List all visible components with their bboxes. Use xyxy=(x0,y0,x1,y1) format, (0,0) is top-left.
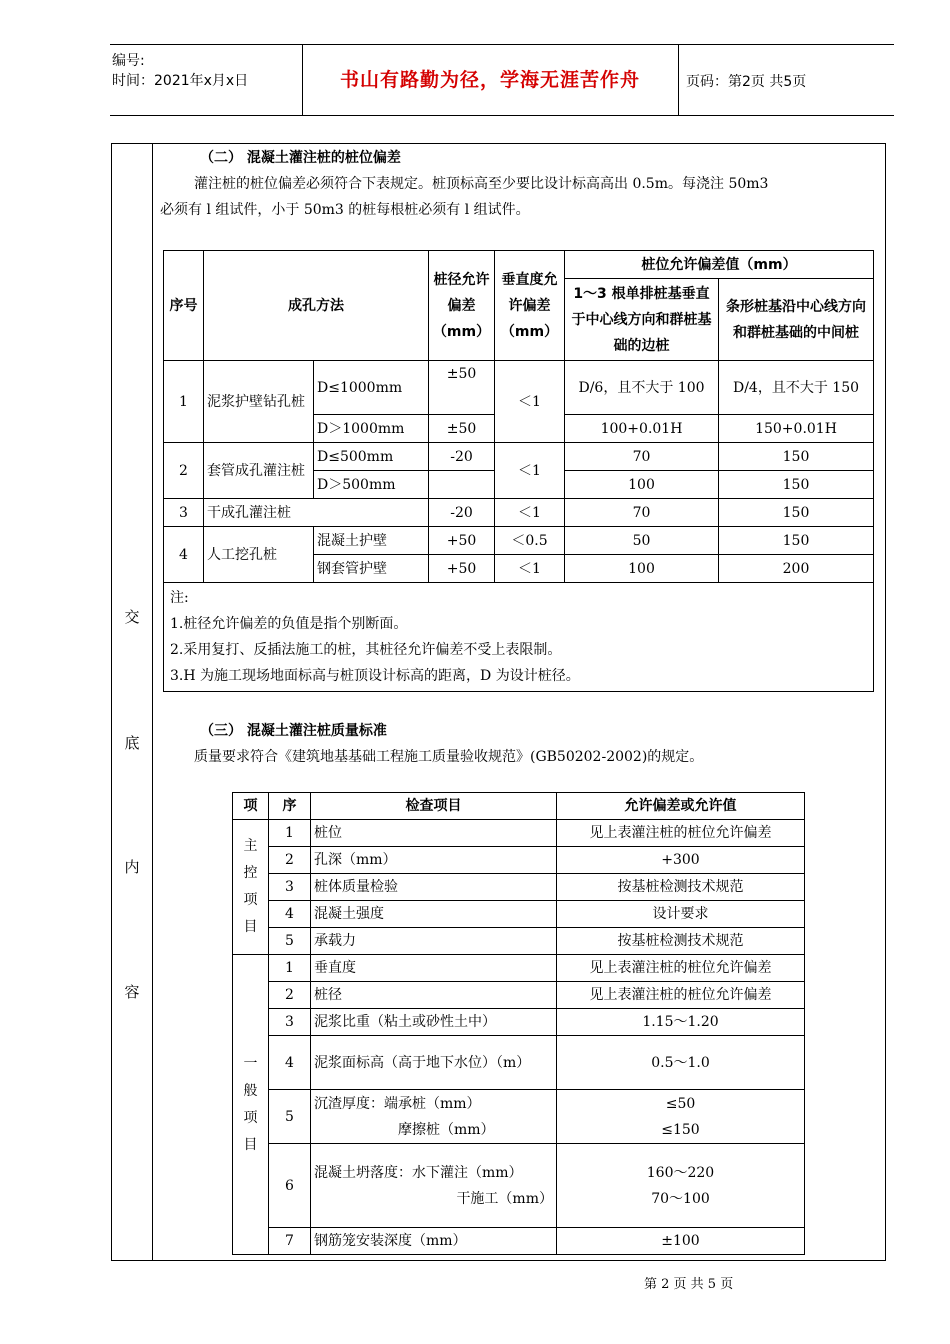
cell-seq: 3 xyxy=(164,499,204,527)
cell-diameter: ±50 xyxy=(429,361,495,415)
cell-allow: 见上表灌注桩的桩位允许偏差 xyxy=(557,820,805,847)
cell-allow: +300 xyxy=(557,847,805,874)
cell-diameter: +50 xyxy=(429,527,495,555)
cell-allow-line: 160～220 xyxy=(646,1164,715,1181)
page-header xyxy=(110,44,894,116)
cell-allow-line: ≤50 xyxy=(665,1095,696,1112)
cell-method: 套管成孔灌注桩 xyxy=(204,443,314,499)
header-allow: 桩位允许偏差值（mm） xyxy=(565,251,874,279)
cell-diameter: -20 xyxy=(429,443,495,471)
quality-standard-table xyxy=(232,792,805,1255)
cell-check: 垂直度 xyxy=(311,955,557,982)
cell-seq: 4 xyxy=(164,527,204,583)
header-meta xyxy=(112,51,248,91)
cell-check: 桩径 xyxy=(311,982,557,1009)
cell-sub: D＞500mm xyxy=(314,471,429,499)
table-row xyxy=(233,928,805,955)
table-row xyxy=(164,361,874,415)
cell-seq: 1 xyxy=(164,361,204,443)
note-line: 2.采用复打、反插法施工的桩，其桩径允许偏差不受上表限制。 xyxy=(170,642,562,658)
cell-method: 人工挖孔桩 xyxy=(204,527,314,583)
cell-allow: 按基桩检测技术规范 xyxy=(557,928,805,955)
cell-check: 桩体质量检验 xyxy=(311,874,557,901)
cell-seq: 1 xyxy=(269,820,311,847)
note-line: 3.H 为施工现场地面标高与桩顶设计标高的距离，D 为设计桩径。 xyxy=(170,668,580,684)
header-check: 检查项目 xyxy=(311,793,557,820)
table-row xyxy=(233,1090,805,1144)
cell-check: 承载力 xyxy=(311,928,557,955)
cell-seq: 4 xyxy=(269,1036,311,1090)
cell-allow-a: 50 xyxy=(565,527,719,555)
cell-seq: 3 xyxy=(269,1009,311,1036)
cell-allow-b: 150+0.01H xyxy=(719,415,874,443)
table-row xyxy=(164,527,874,555)
cell-check-line: 沉渣厚度：端承桩（mm） xyxy=(314,1095,481,1112)
cell-allow-b: 150 xyxy=(719,499,874,527)
cell-allow xyxy=(557,1090,805,1144)
side-label-char: 容 xyxy=(124,983,140,1001)
paragraph: 灌注桩的桩位偏差必须符合下表规定。桩顶标高至少要比设计标高高出 0.5m。每浇注 50m3 xyxy=(194,176,769,192)
cell-allow: ±100 xyxy=(557,1228,805,1255)
note-line: 注: xyxy=(170,590,189,606)
cell-allow-a: 100 xyxy=(565,555,719,583)
cell-vertical: ＜1 xyxy=(495,443,565,499)
cell-allow: 1.15～1.20 xyxy=(557,1009,805,1036)
header-page-label: 页码：第2页 共5页 xyxy=(686,74,807,90)
cell-allow-a: 100+0.01H xyxy=(565,415,719,443)
pile-position-table xyxy=(163,250,874,692)
cell-sub: D＞1000mm xyxy=(314,415,429,443)
section-title: （二） 混凝土灌注桩的桩位偏差 xyxy=(200,150,401,166)
cell-seq: 5 xyxy=(269,928,311,955)
cell-diameter: +50 xyxy=(429,555,495,583)
cell-vertical: ＜1 xyxy=(495,499,565,527)
cell-allow-b: 150 xyxy=(719,443,874,471)
note-line: 1.桩径允许偏差的负值是指个别断面。 xyxy=(170,616,408,632)
doc-number-label: 编号: xyxy=(112,53,145,69)
table-row xyxy=(233,874,805,901)
cell-allow-b: D/4，且不大于 150 xyxy=(719,361,874,415)
cell-seq: 5 xyxy=(269,1090,311,1144)
cell-allow-a: 70 xyxy=(565,443,719,471)
cell-seq: 2 xyxy=(164,443,204,499)
group-general-label: 一般项目 xyxy=(233,955,269,1255)
table-row xyxy=(233,901,805,928)
header-divider xyxy=(302,45,303,115)
paragraph: 质量要求符合《建筑地基基础工程施工质量验收规范》(GB50202-2002)的规定。 xyxy=(194,749,704,765)
cell-allow-line: ≤150 xyxy=(661,1121,700,1138)
cell-check: 混凝土强度 xyxy=(311,901,557,928)
header-diameter: 桩径允许偏差（mm） xyxy=(429,251,495,361)
cell-sub: D≤1000mm xyxy=(314,361,429,415)
cell-sub: 钢套管护壁 xyxy=(314,555,429,583)
side-label-char: 交 xyxy=(124,608,140,626)
cell-allow-b: 150 xyxy=(719,527,874,555)
cell-method: 干成孔灌注桩 xyxy=(204,499,429,527)
header-allow: 允许偏差或允许值 xyxy=(557,793,805,820)
cell-seq: 3 xyxy=(269,874,311,901)
cell-check: 泥浆比重（粘土或砂性土中） xyxy=(311,1009,557,1036)
cell-allow-a: 100 xyxy=(565,471,719,499)
cell-check-line: 混凝土坍落度：水下灌注（mm） xyxy=(314,1164,523,1181)
side-label-char: 底 xyxy=(124,734,140,752)
table-row xyxy=(233,955,805,982)
header-divider xyxy=(678,45,679,115)
table-row xyxy=(233,1009,805,1036)
cell-sub: D≤500mm xyxy=(314,443,429,471)
cell-allow xyxy=(557,1144,805,1228)
table-row xyxy=(233,1144,805,1228)
cell-sub: 混凝土护壁 xyxy=(314,527,429,555)
cell-diameter xyxy=(429,471,495,499)
cell-seq: 6 xyxy=(269,1144,311,1228)
header-item: 项 xyxy=(233,793,269,820)
cell-seq: 1 xyxy=(269,955,311,982)
cell-seq: 4 xyxy=(269,901,311,928)
frame-divider xyxy=(152,144,153,1260)
cell-check-line: 干施工（mm） xyxy=(456,1190,553,1207)
cell-vertical: ＜0.5 xyxy=(495,527,565,555)
cell-allow: 按基桩检测技术规范 xyxy=(557,874,805,901)
cell-allow: 设计要求 xyxy=(557,901,805,928)
table-row xyxy=(233,1036,805,1090)
side-label-char: 内 xyxy=(124,858,140,876)
cell-vertical: ＜1 xyxy=(495,555,565,583)
cell-allow-a: D/6，且不大于 100 xyxy=(565,361,719,415)
cell-check: 孔深（mm） xyxy=(311,847,557,874)
cell-diameter: -20 xyxy=(429,499,495,527)
header-vertical: 垂直度允许偏差（mm） xyxy=(495,251,565,361)
cell-vertical: ＜1 xyxy=(495,361,565,443)
header-seq: 序号 xyxy=(164,251,204,361)
cell-check: 桩位 xyxy=(311,820,557,847)
header-allow-b: 条形桩基沿中心线方向和群桩基础的中间桩 xyxy=(719,279,874,361)
cell-check: 泥浆面标高（高于地下水位）（m） xyxy=(311,1036,557,1090)
paragraph: 必须有 l 组试件，小于 50m3 的桩每根桩必须有 l 组试件。 xyxy=(160,202,530,218)
header-method: 成孔方法 xyxy=(204,251,429,361)
table-row xyxy=(233,847,805,874)
table-row xyxy=(233,982,805,1009)
cell-allow: 见上表灌注桩的桩位允许偏差 xyxy=(557,982,805,1009)
cell-allow: 见上表灌注桩的桩位允许偏差 xyxy=(557,955,805,982)
doc-time-label: 时间：2021年x月x日 xyxy=(112,73,249,89)
cell-allow-line: 70～100 xyxy=(651,1190,710,1207)
table-row xyxy=(233,1228,805,1255)
cell-diameter: ±50 xyxy=(429,415,495,443)
cell-seq: 2 xyxy=(269,847,311,874)
cell-check-line: 摩擦桩（mm） xyxy=(398,1121,495,1138)
header-seq: 序 xyxy=(269,793,311,820)
cell-allow-b: 200 xyxy=(719,555,874,583)
cell-allow-a: 70 xyxy=(565,499,719,527)
section-title: （三） 混凝土灌注桩质量标准 xyxy=(200,723,387,739)
cell-check xyxy=(311,1144,557,1228)
cell-allow: 0.5～1.0 xyxy=(557,1036,805,1090)
page-footer: 第 2 页 共 5 页 xyxy=(644,1277,734,1292)
cell-check xyxy=(311,1090,557,1144)
group-main-label: 主控项目 xyxy=(233,820,269,955)
cell-method: 泥浆护壁钻孔桩 xyxy=(204,361,314,443)
table-row xyxy=(164,499,874,527)
table-notes xyxy=(164,583,874,692)
cell-seq: 2 xyxy=(269,982,311,1009)
header-motto: 书山有路勤为径，学海无涯苦作舟 xyxy=(339,69,640,91)
header-allow-a: 1～3 根单排桩基垂直于中心线方向和群桩基础的边桩 xyxy=(565,279,719,361)
cell-check: 钢筋笼安装深度（mm） xyxy=(311,1228,557,1255)
table-row xyxy=(233,820,805,847)
cell-seq: 7 xyxy=(269,1228,311,1255)
cell-allow-b: 150 xyxy=(719,471,874,499)
table-row xyxy=(164,443,874,471)
